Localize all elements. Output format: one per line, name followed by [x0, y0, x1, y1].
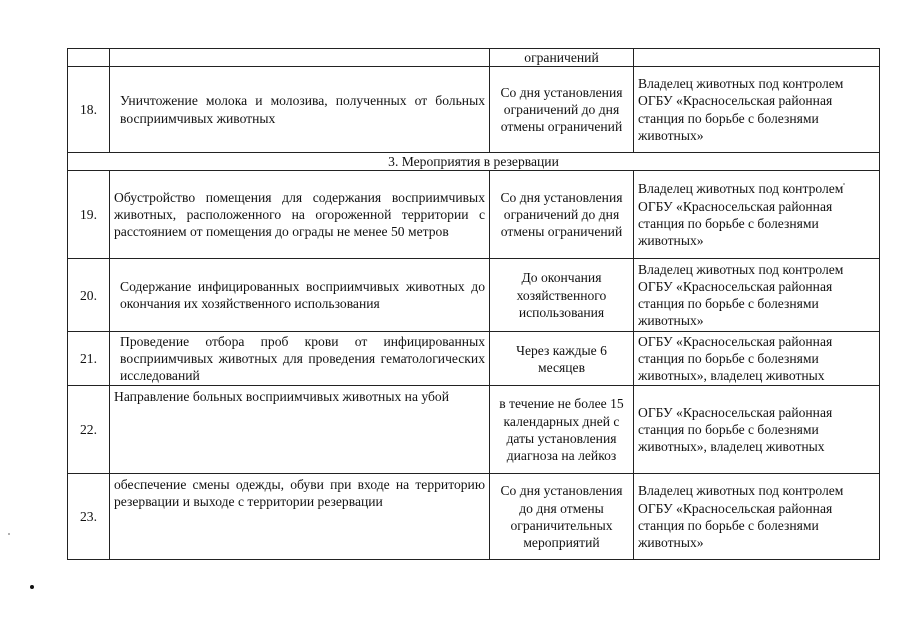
responsible-text: ОГБУ «Красносельская районная станция по борьбе с болезнями животных», владелец животных — [634, 386, 880, 474]
row-number: 19. — [68, 171, 110, 259]
measures-table — [67, 48, 880, 560]
responsible-text: ОГБУ «Красносельская районная станция по борьбе с болезнями животных», владелец животных — [634, 332, 880, 386]
table-row — [68, 49, 880, 67]
scan-speck — [8, 533, 10, 535]
table-row — [68, 67, 880, 153]
period-text: в течение не более 15 календарных дней с даты установления диагноза на лейкоз — [490, 386, 634, 474]
scan-dot — [30, 585, 34, 589]
row-number: 18. — [68, 67, 110, 153]
period-text: До окончания хозяйственного использования — [490, 259, 634, 332]
scan-speck — [843, 183, 845, 185]
row-number: 22. — [68, 386, 110, 474]
period-text: ограничений — [490, 49, 634, 67]
measure-text: Уничтожение молока и молозива, полученных от больных восприимчивых животных — [110, 67, 490, 153]
row-number: 20. — [68, 259, 110, 332]
responsible-text: Владелец животных под контролем ОГБУ «Красносельская районная станция по борьбе с болезнями животных» — [634, 171, 880, 259]
row-number — [68, 49, 110, 67]
period-text: Со дня установления до дня отмены ограничительных мероприятий — [490, 474, 634, 560]
section-heading: 3. Мероприятия в резервации — [68, 153, 880, 171]
table-row — [68, 332, 880, 386]
section-row — [68, 153, 880, 171]
row-number: 23. — [68, 474, 110, 560]
row-number: 21. — [68, 332, 110, 386]
measure-text — [110, 49, 490, 67]
measure-text: Проведение отбора проб крови от инфицированных восприимчивых животных для проведения гематологических исследований — [110, 332, 490, 386]
period-text: Со дня установления ограничений до дня отмены ограничений — [490, 67, 634, 153]
responsible-text: Владелец животных под контролем ОГБУ «Красносельская районная станция по борьбе с болезнями животных» — [634, 259, 880, 332]
table-row — [68, 171, 880, 259]
measure-text: Содержание инфицированных восприимчивых животных до окончания их хозяйственного использования — [110, 259, 490, 332]
measure-text: обеспечение смены одежды, обуви при входе на территорию резервации и выходе с территории резервации — [110, 474, 490, 560]
period-text: Через каждые 6 месяцев — [490, 332, 634, 386]
table-row — [68, 386, 880, 474]
measure-text: Обустройство помещения для содержания восприимчивых животных, расположенного на огороженной территории с расстоянием от помещения до ограды не менее 50 метров — [110, 171, 490, 259]
responsible-text — [634, 49, 880, 67]
responsible-text: Владелец животных под контролем ОГБУ «Красносельская районная станция по борьбе с болезнями животных» — [634, 474, 880, 560]
period-text: Со дня установления ограничений до дня отмены ограничений — [490, 171, 634, 259]
measure-text: Направление больных восприимчивых животных на убой — [110, 386, 490, 474]
table-row — [68, 474, 880, 560]
responsible-text: Владелец животных под контролем ОГБУ «Красносельская районная станция по борьбе с болезнями животных» — [634, 67, 880, 153]
table-row — [68, 259, 880, 332]
